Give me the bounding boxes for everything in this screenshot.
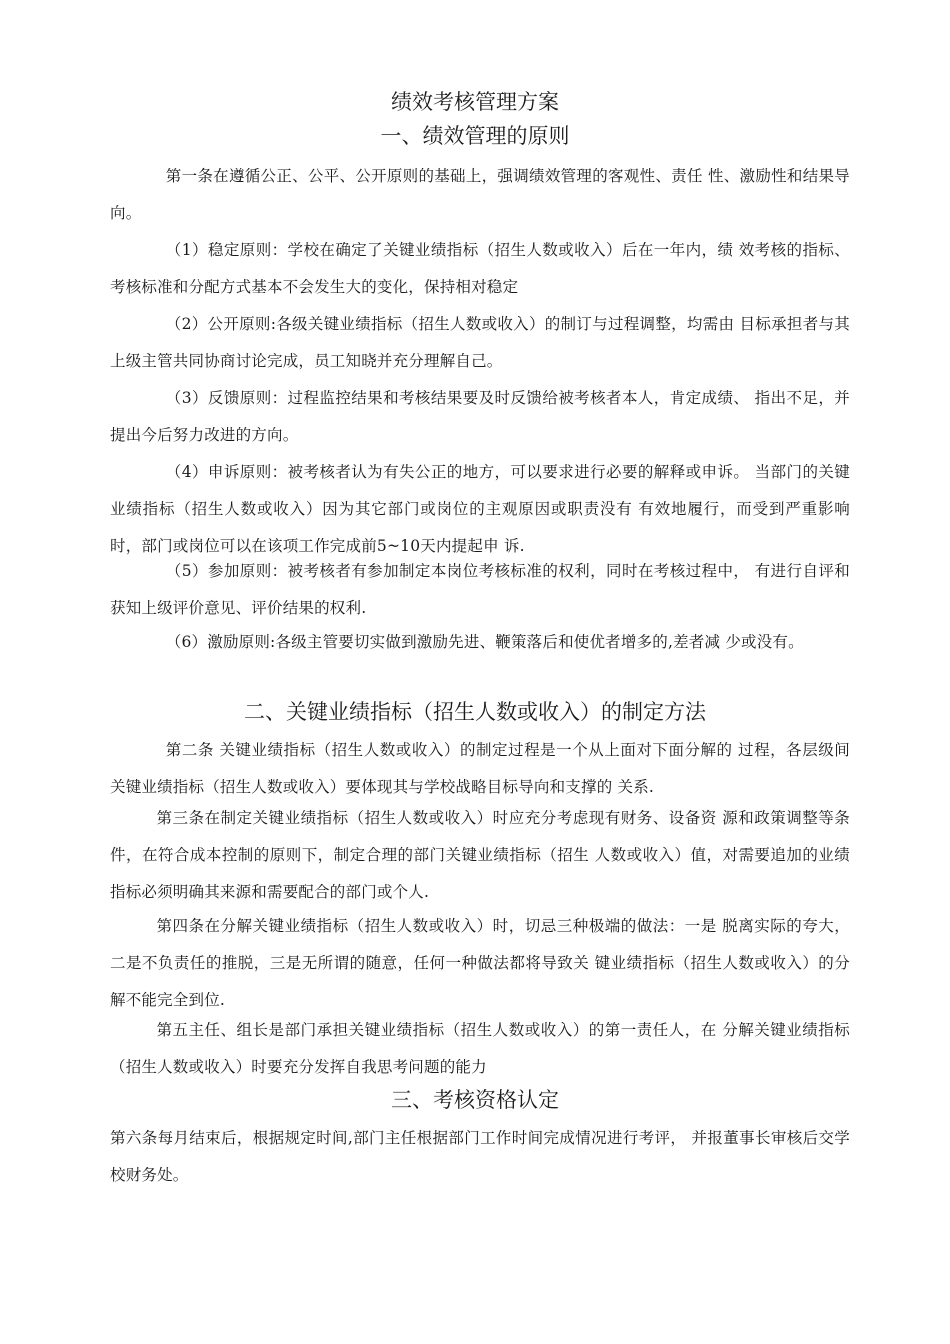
paragraph: （5）参加原则：被考核者有参加制定本岗位考核标准的权利，同时在考核过程中， 有进行自评和获知上级评价意见、评价结果的权利. [110, 562, 850, 617]
paragraph: （3）反馈原则：过程监控结果和考核结果要及时反馈给被考核者本人，肯定成绩、 指出不足，并提出今后努力改进的方向。 [110, 389, 850, 444]
paragraph: 第五主任、组长是部门承担关键业绩指标（招生人数或收入）的第一责任人，在 分解关键业绩指标（招生人数或收入）时要充分发挥自我思考问题的能力 [110, 1021, 850, 1076]
document-title: 绩效考核管理方案 [391, 90, 559, 114]
paragraph: （6）激励原则:各级主管要切实做到激励先进、鞭策落后和使优者增多的,差者减 少或没有。 [165, 633, 804, 651]
paragraph: 第四条在分解关键业绩指标（招生人数或收入）时，切忌三种极端的做法：一是 脱离实际的夸大，二是不负责任的推脱，三是无所谓的随意，任何一种做法都将导致关 键业绩指标（招生人数或收入）的分解不能完全到位. [110, 917, 850, 1009]
paragraph: 第三条在制定关键业绩指标（招生人数或收入）时应充分考虑现有财务、设备资 源和政策调整等条件，在符合成本控制的原则下，制定合理的部门关键业绩指标（招生 人数或收入）值，对需要追加的业绩指标必须明确其来源和需要配合的部门或个人. [110, 809, 850, 901]
paragraph: 第二条 关键业绩指标（招生人数或收入）的制定过程是一个从上面对下面分解的 过程，各层级间关键业绩指标（招生人数或收入）要体现其与学校战略目标导向和支撑的 关系. [110, 741, 850, 796]
paragraph: （2）公开原则:各级关键业绩指标（招生人数或收入）的制订与过程调整，均需由 目标承担者与其上级主管共同协商讨论完成，员工知晓并充分理解自己。 [110, 315, 850, 370]
paragraph: （1）稳定原则：学校在确定了关键业绩指标（招生人数或收入）后在一年内，绩 效考核的指标、考核标准和分配方式基本不会发生大的变化，保持相对稳定 [110, 241, 850, 296]
paragraph: 第一条在遵循公正、公平、公开原则的基础上，强调绩效管理的客观性、责任 性、激励性和结果导向。 [110, 167, 850, 222]
paragraph: （4）申诉原则：被考核者认为有失公正的地方，可以要求进行必要的解释或申诉。 当部门的关键业绩指标（招生人数或收入）因为其它部门或岗位的主观原因或职责没有 有效地履行，而受到严重影响时，部门或岗位可以在该项工作完成前5~10天内提起申 诉. [110, 463, 850, 555]
paragraph: 第六条每月结束后，根据规定时间,部门主任根据部门工作时间完成情况进行考评， 并报董事长审核后交学校财务处。 [110, 1129, 850, 1184]
section-heading-qualification: 三、考核资格认定 [391, 1088, 559, 1112]
section-heading-kpi-method: 二、关键业绩指标（招生人数或收入）的制定方法 [244, 700, 706, 724]
section-heading-principles: 一、绩效管理的原则 [380, 124, 570, 148]
